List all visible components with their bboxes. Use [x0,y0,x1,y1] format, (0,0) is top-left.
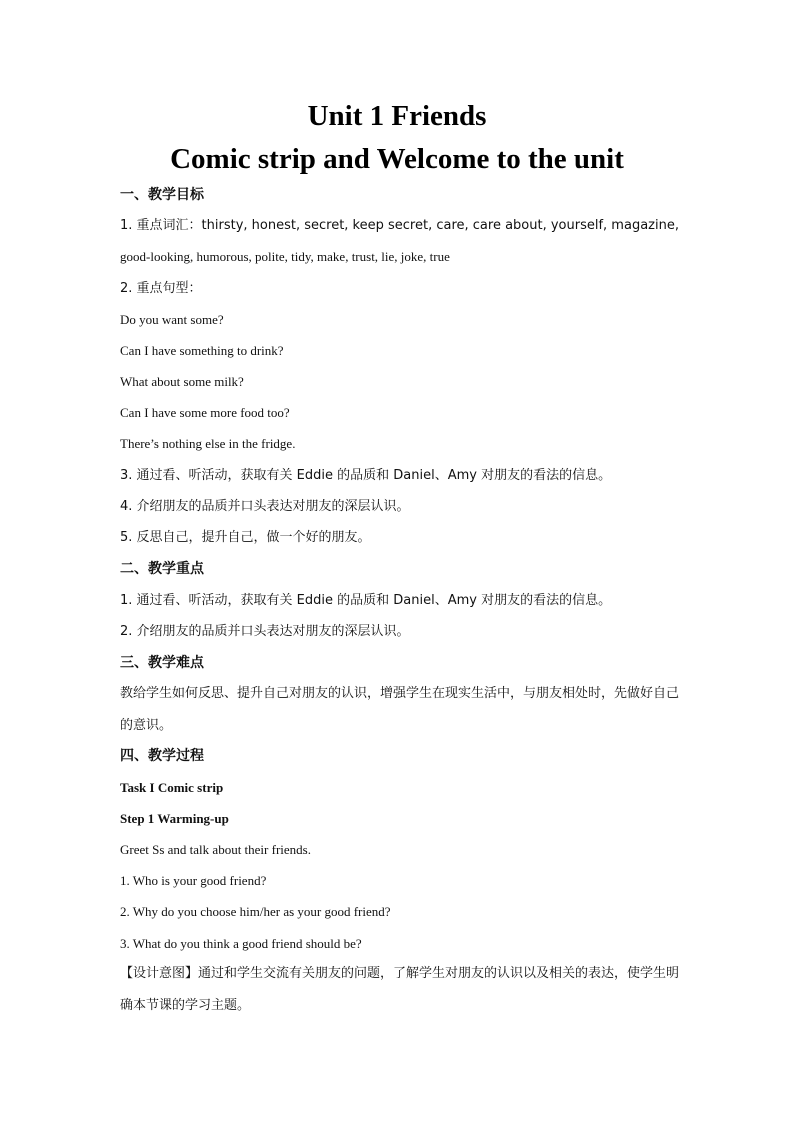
title-unit: Unit 1 Friends [307,100,487,132]
objective-sentences-label: 2. 重点句型： [120,281,202,296]
objective-vocab-line1: 1. 重点词汇：thirsty, honest, secret, keep secret, care, care about, yourself, magazine, [120,218,679,233]
sentence-item: Can I have some more food too? [120,405,290,420]
objective-item-5: 5. 反思自己，提升自己，做一个好的朋友。 [120,530,371,545]
question-item: 1. Who is your good friend? [120,873,267,888]
key-point-item-2: 2. 介绍朋友的品质并口头表达对朋友的深层认识。 [120,624,410,639]
task-title: Task I Comic strip [120,780,224,795]
objective-item-3: 3. 通过看、听活动，获取有关 Eddie 的品质和 Daniel、Amy 对朋友的看法的信息。 [120,468,612,483]
objective-item-4: 4. 介绍朋友的品质并口头表达对朋友的深层认识。 [120,499,410,514]
question-item: 3. What do you think a good friend should be? [120,936,362,951]
key-point-item-1: 1. 通过看、听活动，获取有关 Eddie 的品质和 Daniel、Amy 对朋友的看法的信息。 [120,593,612,608]
section-heading-objectives: 一、教学目标 [120,187,204,203]
question-item: 2. Why do you choose him/her as your good friend? [120,904,391,919]
design-intent-paragraph: 【设计意图】通过和学生交流有关朋友的问题，了解学生对朋友的认识以及相关的表达，使学生明确本节课的学习主题。 [120,966,680,1013]
section-heading-key-points: 二、教学重点 [120,561,204,577]
section-heading-difficulties: 三、教学难点 [120,655,204,671]
sentence-item: There’s nothing else in the fridge. [120,436,296,451]
section-heading-process: 四、教学过程 [120,748,204,764]
sentence-item: Can I have something to drink? [120,343,284,358]
objective-vocab-line2: good-looking, humorous, polite, tidy, make, trust, lie, joke, true [120,249,450,264]
step-intro: Greet Ss and talk about their friends. [120,842,311,857]
sentence-item: What about some milk? [120,374,244,389]
title-lesson: Comic strip and Welcome to the unit [170,143,624,175]
difficulties-paragraph: 教给学生如何反思、提升自己对朋友的认识，增强学生在现实生活中，与朋友相处时，先做好自己的意识。 [120,686,680,733]
sentence-item: Do you want some? [120,312,224,327]
step-title: Step 1 Warming-up [120,811,229,826]
